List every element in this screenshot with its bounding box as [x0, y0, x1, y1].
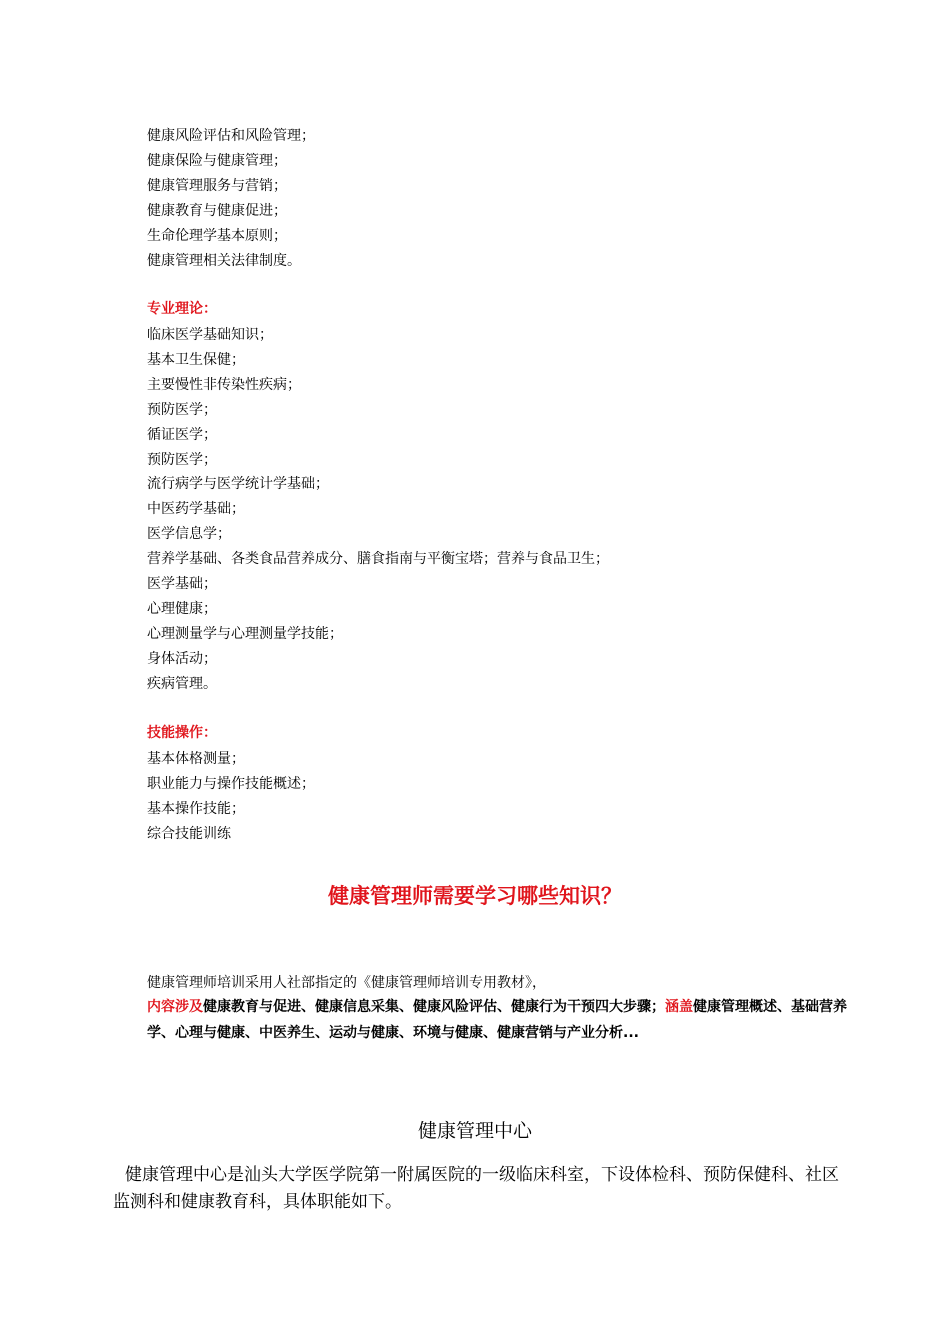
list-item: 健康管理服务与营销；: [147, 177, 287, 194]
content-summary: [147, 994, 847, 1046]
list-item: 基本体格测量；: [147, 751, 245, 767]
list-item: 心理测量学与心理测量学技能；: [147, 625, 343, 642]
list-item: 主要慢性非传染性疾病；: [147, 376, 301, 393]
list-item: 健康保险与健康管理；: [147, 152, 287, 169]
summary-text: 健康教育与促进、健康信息采集、健康风险评估、健康行为干预四大步骤；: [203, 999, 665, 1015]
list-item: 生命伦理学基本原则；: [147, 227, 287, 244]
list-item: 营养学基础、各类食品营养成分、膳食指南与平衡宝塔；营养与食品卫生；: [147, 551, 609, 568]
list-item: 心理健康；: [147, 600, 217, 617]
list-item: 身体活动；: [147, 650, 217, 667]
topic-list-skills: [147, 747, 315, 847]
list-item: 疾病管理。: [147, 675, 217, 692]
list-item: 中医药学基础；: [147, 501, 245, 518]
list-item: 基本卫生保健；: [147, 351, 245, 368]
section-heading-theory: 专业理论：: [147, 301, 217, 317]
highlight-label: 涵盖: [665, 999, 693, 1015]
list-item: 基本操作技能；: [147, 800, 245, 817]
section-heading-skills: 技能操作：: [147, 725, 217, 741]
list-item: 健康教育与健康促进；: [147, 202, 287, 219]
page-title: 健康管理师需要学习哪些知识？: [328, 884, 622, 908]
list-item: 医学基础；: [147, 576, 217, 593]
list-item: 预防医学；: [147, 451, 217, 468]
list-item: 循证医学；: [147, 426, 217, 443]
list-item: 预防医学；: [147, 401, 217, 418]
section-title: 健康管理中心: [417, 1120, 532, 1142]
list-item: 健康管理相关法律制度。: [147, 252, 301, 269]
list-item: 健康风险评估和风险管理；: [147, 128, 315, 144]
topic-list-general: [147, 124, 315, 273]
list-item: 流行病学与医学统计学基础；: [147, 476, 329, 493]
list-item: 临床医学基础知识；: [147, 327, 273, 343]
intro-paragraph: 健康管理师培训采用人社部指定的《健康管理师培训专用教材》，: [147, 975, 546, 991]
body-paragraph: 健康管理中心是汕头大学医学院第一附属医院的一级临床科室，下设体检科、预防保健科、社区监测科和健康教育科，具体职能如下。: [113, 1165, 839, 1212]
summary-text: 健康管理概述、基础营养学、心理与健康、中医养生、运动与健康、环境与健康、健康营销与产业分析...: [147, 999, 847, 1041]
list-item: 综合技能训练: [147, 825, 231, 842]
topic-list-theory: [147, 323, 609, 697]
list-item: 职业能力与操作技能概述；: [147, 775, 315, 792]
list-item: 医学信息学；: [147, 526, 231, 543]
highlight-label: 内容涉及: [147, 999, 203, 1015]
